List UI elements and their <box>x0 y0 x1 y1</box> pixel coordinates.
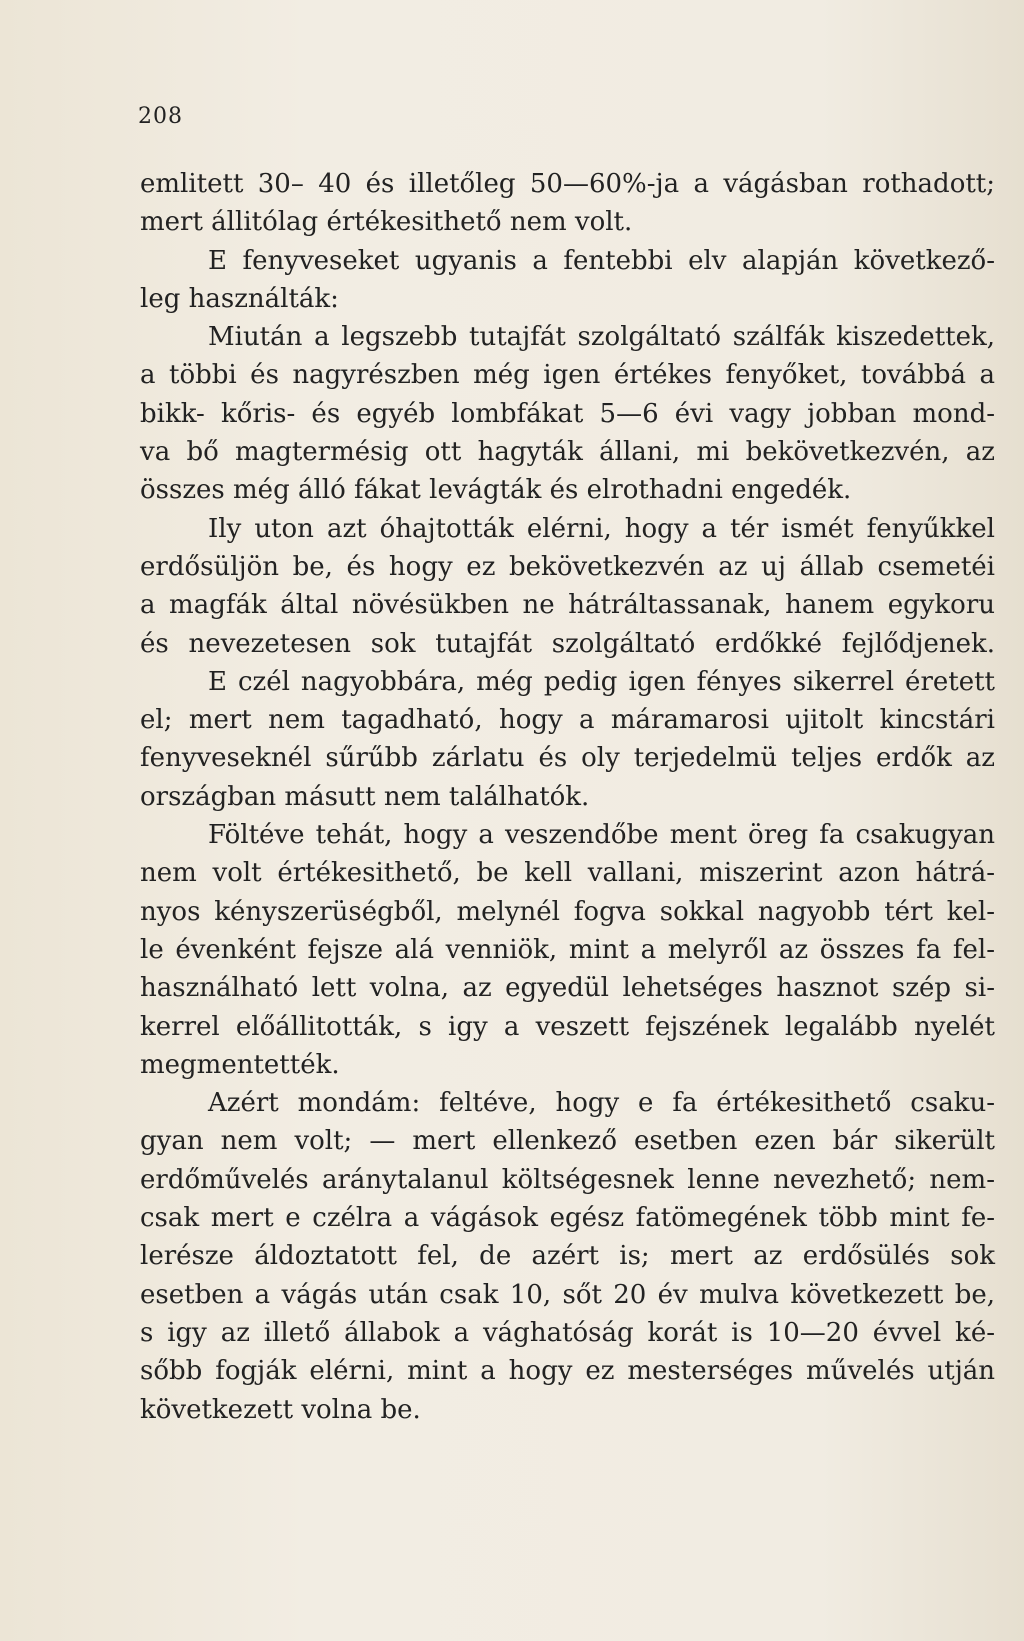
text-line: nem volt értékesithető, be kell vallani, miszerint azon hátrá- <box>140 858 995 889</box>
text-line: és nevezetesen sok tutajfát szolgáltató erdőkké fejlődjenek. <box>140 628 995 659</box>
text-line: s igy az illető állabok a vághatóság korát is 10—20 évvel ké- <box>140 1317 995 1348</box>
text-line: gyan nem volt; — mert ellenkező esetben ezen bár sikerült <box>140 1126 995 1157</box>
text-line: sőbb fogják elérni, mint a hogy ez mesterséges művelés utján <box>140 1356 995 1387</box>
body-text <box>140 165 995 1429</box>
text-line: a többi és nagyrészben még igen értékes fenyőket, továbbá a <box>140 360 995 391</box>
text-line: el; mert nem tagadható, hogy a máramarosi ujitolt kincstári <box>140 705 995 736</box>
text-line: mert állitólag értékesithető nem volt. <box>140 207 633 238</box>
text-line: országban másutt nem találhatók. <box>140 781 590 812</box>
text-line: E fenyveseket ugyanis a fentebbi elv alapján következő- <box>208 245 995 276</box>
text-line: Ily uton azt óhajtották elérni, hogy a tér ismét fenyűkkel <box>208 513 995 544</box>
text-line: Azért mondám: feltéve, hogy e fa értékesithető csaku- <box>208 1088 995 1119</box>
text-line: fenyveseknél sűrűbb zárlatu és oly terjedelmü teljes erdők az <box>140 743 995 774</box>
text-line: leg használták: <box>140 283 339 314</box>
text-line: Miután a legszebb tutajfát szolgáltató szálfák kiszedettek, <box>208 322 995 353</box>
text-line: kerrel előállitották, s igy a veszett fejszének legalább nyelét <box>140 1011 995 1042</box>
text-line: bikk- kőris- és egyéb lombfákat 5—6 évi vagy jobban mond- <box>140 398 995 429</box>
text-line: nyos kényszerüségből, melynél fogva sokkal nagyobb tért kel- <box>140 896 995 927</box>
text-line: a magfák által növésükben ne hátráltassanak, hanem egykoru <box>140 590 995 621</box>
text-line: Föltéve tehát, hogy a veszendőbe ment öreg fa csakugyan <box>208 820 995 851</box>
text-line: használható lett volna, az egyedül lehetséges hasznot szép si- <box>140 973 995 1004</box>
text-line: lerésze áldoztatott fel, de azért is; mert az erdősülés sok <box>140 1241 995 1272</box>
text-line: összes még álló fákat levágták és elrothadni engedék. <box>140 475 852 506</box>
text-line: emlitett 30– 40 és illetőleg 50—60%-ja a vágásban rothadott; <box>140 169 995 199</box>
text-line: le évenként fejsze alá venniök, mint a melyről az összes fa fel- <box>140 934 995 965</box>
text-line: erdőművelés aránytalanul költségesnek lenne nevezhető; nem- <box>140 1164 995 1195</box>
text-line: esetben a vágás után csak 10, sőt 20 év mulva következett be, <box>140 1279 995 1310</box>
page-number: 208 <box>138 104 183 129</box>
text-line: va bő magtermésig ott hagyták állani, mi bekövetkezvén, az <box>140 437 995 468</box>
text-line: következett volna be. <box>140 1394 421 1425</box>
text-line: megmentették. <box>140 1049 340 1080</box>
text-line: E czél nagyobbára, még pedig igen fényes sikerrel éretett <box>208 666 995 697</box>
text-line: erdősüljön be, és hogy ez bekövetkezvén az uj állab csemetéi <box>140 551 995 582</box>
text-line: csak mert e czélra a vágások egész fatömegének több mint fe- <box>140 1203 995 1234</box>
